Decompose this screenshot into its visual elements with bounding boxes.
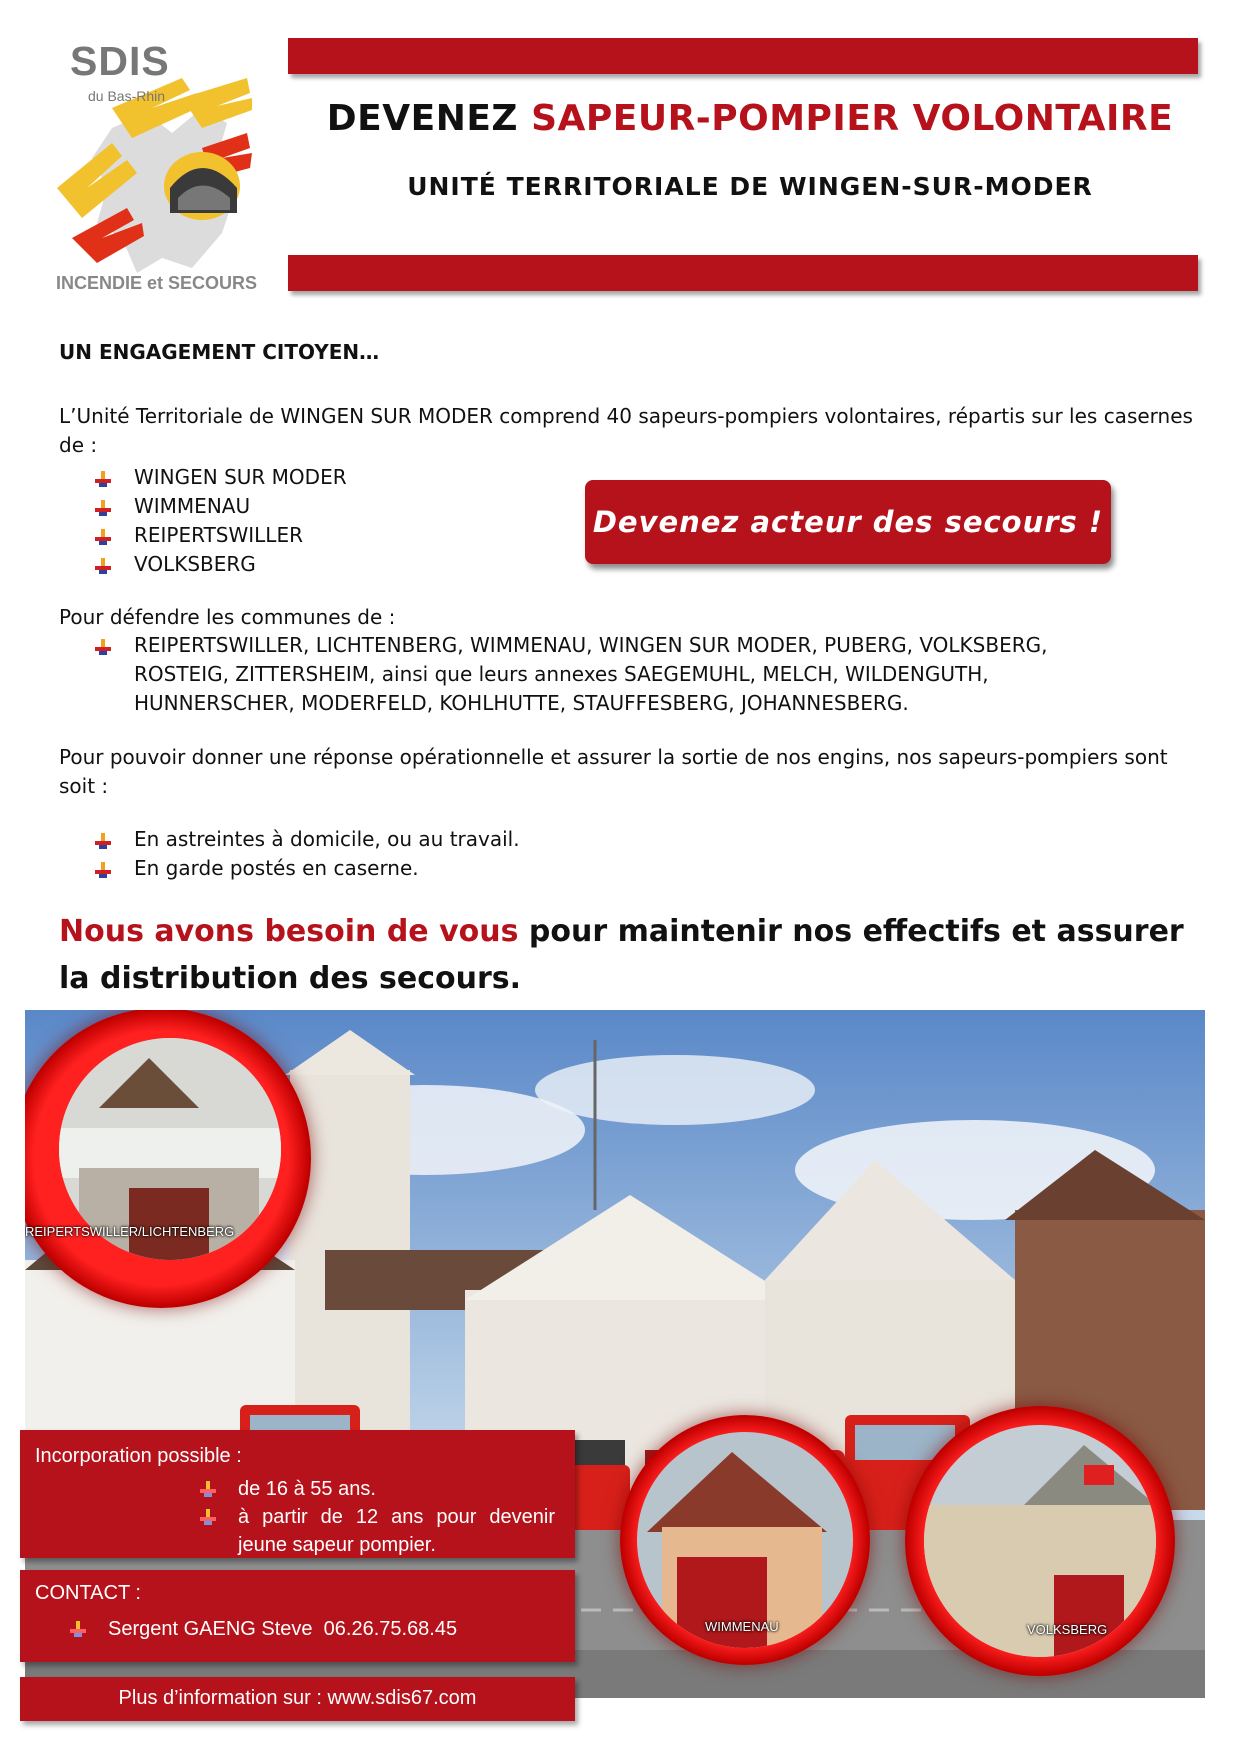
header-bar-bottom: [288, 255, 1198, 291]
bullet-icon: [95, 558, 111, 574]
callout-banner: Devenez acteur des secours !: [585, 480, 1111, 564]
list-item: [59, 631, 1139, 718]
need-rest: pour maintenir nos effectifs et assurer la distribution des secours.: [59, 914, 1184, 996]
ops-intro: Pour pouvoir donner une réponse opérationnelle et assurer la sortie de nos engins, nos sapeurs-pompiers sont soit :: [59, 745, 1168, 798]
bullet-icon: [95, 471, 111, 487]
caserne-label: WINGEN SUR MODER: [134, 465, 347, 489]
wimmenau-photo: [637, 1432, 853, 1648]
bullet-icon: [95, 639, 111, 655]
logo-name: SDIS: [70, 38, 170, 84]
incorporation-item: de 16 à 55 ans.: [238, 1478, 376, 1500]
casernes-list: [59, 463, 347, 579]
list-item: [59, 825, 520, 854]
list-item: [59, 550, 347, 579]
list-item: [59, 492, 347, 521]
section-title: UN ENGAGEMENT CITOYEN…: [59, 340, 380, 364]
list-item: [200, 1503, 555, 1559]
communes-text: REIPERTSWILLER, LICHTENBERG, WIMMENAU, WINGEN SUR MODER, PUBERG, VOLKSBERG, ROSTEIG, ZITTERSHEIM, ainsi que leurs annexes SAEGEMUHL, MELCH, WILDENGUTH, HUNNERSCHER, MODERFELD, KOHLHUTTE, STAUFFESBERG, JOHANNESBERG.: [134, 633, 1048, 715]
incorporation-list: [200, 1475, 555, 1559]
need-highlight: Nous avons besoin de vous: [59, 914, 519, 949]
bullet-icon: [95, 833, 111, 849]
page-subtitle: UNITÉ TERRITORIALE DE WINGEN-SUR-MODER: [407, 172, 1093, 201]
defend-intro: Pour défendre les communes de :: [59, 605, 396, 629]
caption-reipertswiller: REIPERTSWILLER/LICHTENBERG: [25, 1224, 235, 1239]
caserne-label: REIPERTSWILLER: [134, 523, 303, 547]
incorporation-box: [20, 1430, 575, 1558]
title-highlight: SAPEUR-POMPIER VOLONTAIRE: [531, 98, 1174, 139]
logo-tagline: INCENDIE et SECOURS: [56, 273, 258, 293]
logo-region: du Bas-Rhin: [88, 88, 166, 104]
contact-person: Sergent GAENG Steve 06.26.75.68.45: [108, 1618, 458, 1640]
intro-text: L’Unité Territoriale de WINGEN SUR MODER comprend 40 sapeurs-pompiers volontaires, répartis sur les casernes de :: [59, 404, 1193, 457]
call-to-action: [59, 908, 1189, 1002]
incorporation-item: à partir de 12 ans pour devenir jeune sapeur pompier.: [238, 1506, 555, 1556]
header-bar-top: [288, 38, 1198, 74]
bullet-icon: [95, 500, 111, 516]
more-info-text[interactable]: Plus d’information sur : www.sdis67.com: [118, 1687, 477, 1709]
contact-box: [20, 1570, 575, 1662]
bullet-icon: [95, 862, 111, 878]
contact-title: CONTACT :: [35, 1582, 141, 1604]
wimmenau-building: [637, 1432, 853, 1648]
caserne-label: WIMMENAU: [134, 494, 251, 518]
bullet-icon: [95, 529, 111, 545]
list-item: [59, 521, 347, 550]
title-prefix: DEVENEZ: [326, 98, 519, 139]
list-item: [59, 463, 347, 492]
bullet-icon: [200, 1509, 216, 1525]
ops-item: En astreintes à domicile, ou au travail.: [134, 827, 520, 851]
bullet-icon: [70, 1621, 86, 1637]
caption-volksberg: VOLKSBERG: [1027, 1622, 1108, 1637]
contact-person-row: [70, 1618, 457, 1641]
ops-item: En garde postés en caserne.: [134, 856, 419, 880]
list-item: [200, 1475, 555, 1503]
list-item: [59, 854, 520, 883]
incorporation-title: Incorporation possible :: [35, 1445, 242, 1467]
caserne-label: VOLKSBERG: [134, 552, 256, 576]
ops-list: [59, 825, 520, 883]
page-title: [300, 98, 1200, 139]
more-info-box: [20, 1677, 575, 1721]
bullet-icon: [200, 1481, 216, 1497]
caption-wimmenau: WIMMENAU: [705, 1619, 779, 1634]
communes-list: [59, 631, 1139, 718]
